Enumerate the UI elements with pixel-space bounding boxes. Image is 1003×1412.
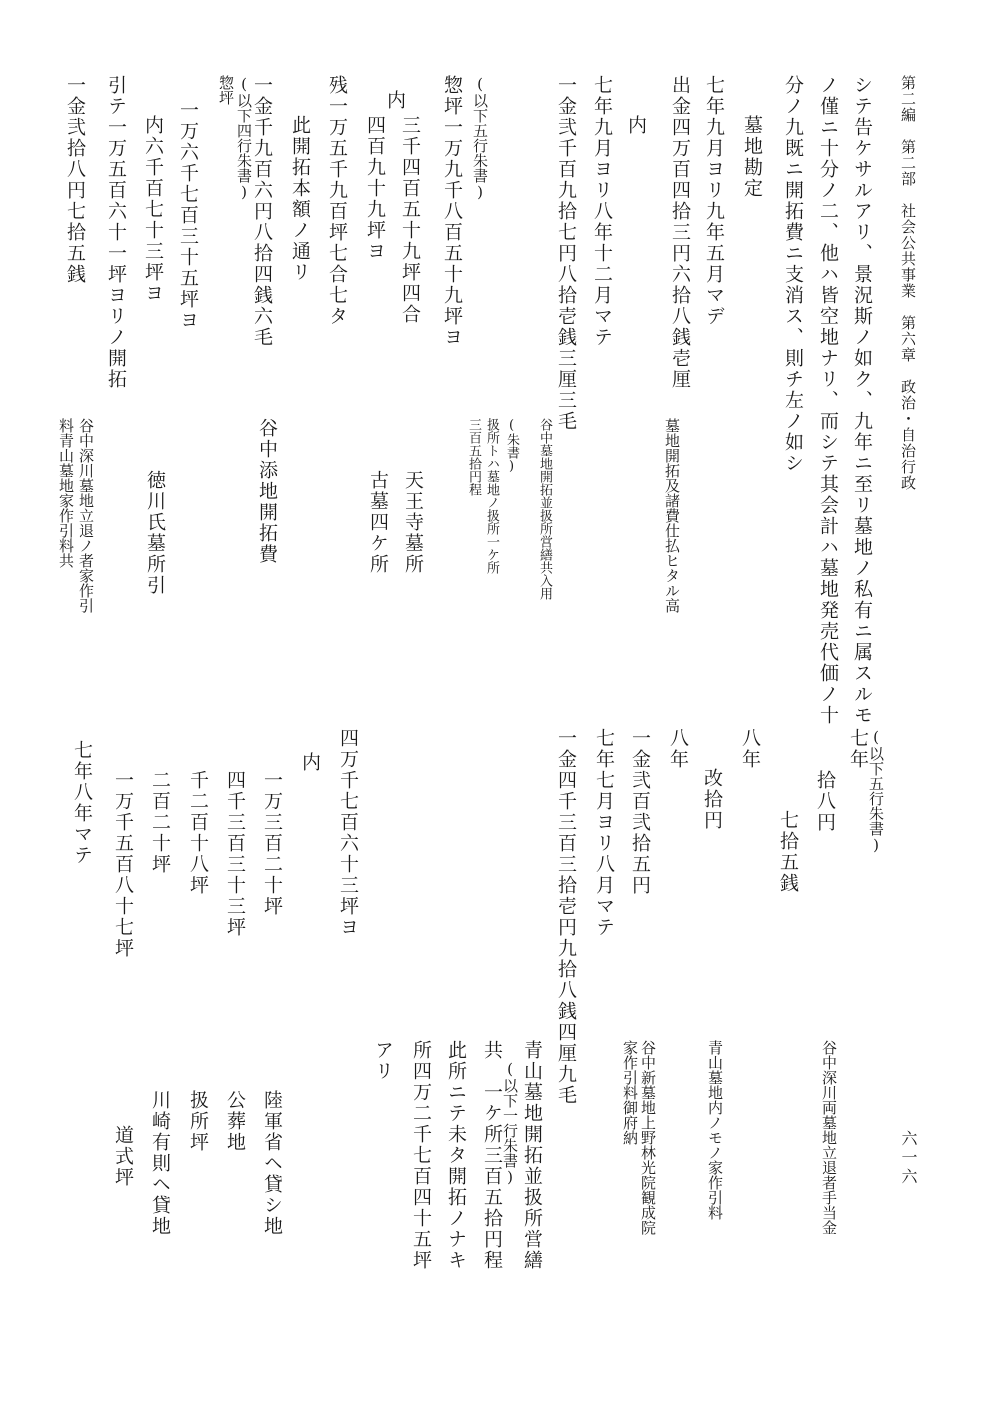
note: 公葬地 xyxy=(224,1090,246,1153)
note: 扱所トハ墓地ノ扱所一ケ所 xyxy=(484,418,499,574)
text-line: 七拾五銭 xyxy=(777,810,799,894)
text-line: 残一万五千九百坪七合七タ xyxy=(326,75,348,327)
text-line: 内 xyxy=(384,90,406,111)
note: 谷中深川両墓地立退者手当金 xyxy=(820,1040,838,1235)
text-line: 四千三百三十三坪 xyxy=(224,770,246,938)
note: 家作引料御府納 xyxy=(621,1040,639,1145)
text-line: 七年九月ヨリ九年五月マデ xyxy=(703,75,725,327)
note: 料青山墓地家作引料共 xyxy=(57,418,75,568)
text-line: 三千四百五十九坪四合 xyxy=(399,115,421,325)
text-line: 出金四万百四拾三円六拾八銭壱厘 xyxy=(669,75,691,390)
note: 谷中墓地開拓並扱所営繕共入用 xyxy=(537,418,552,600)
text-line: 一万千五百八十七坪 xyxy=(112,770,134,959)
text-line: 内 xyxy=(625,115,647,136)
note: アリ xyxy=(372,1040,394,1082)
text-line: 七年九月ヨリ八年十二月マテ xyxy=(591,75,613,348)
text-line: 内 xyxy=(299,752,321,773)
note: 三百五拾円程 xyxy=(466,418,481,496)
text-line: 此開拓本額ノ通リ xyxy=(289,115,311,283)
text-line: 一金弐千百九拾七円八拾壱銭三厘三毛 xyxy=(555,75,577,432)
note: 共 一ケ所三百五拾円程 xyxy=(481,1040,503,1271)
text-line: 七年七月ヨリ八月マテ xyxy=(593,728,615,938)
note: 川崎有則ヘ貸地 xyxy=(149,1090,171,1237)
text-line: 四万千七百六十三坪ヨ xyxy=(337,728,359,938)
text-line: 分ノ九既ニ開拓費ニ支消ス、則チ左ノ如シ xyxy=(782,75,804,474)
text-line: 一金弐百弐拾五円 xyxy=(629,728,651,896)
text-line: 千二百十八坪 xyxy=(187,770,209,896)
text-line: 四百九十九坪ヨ xyxy=(364,115,386,262)
annotation: (以下五行朱書) xyxy=(471,75,489,201)
text-line: 引テ一万五百六十一坪ヨリノ開拓 xyxy=(105,75,127,390)
note: 墓地開拓及諸費仕払ヒタル高 xyxy=(663,418,681,613)
section-heading: 墓地勘定 xyxy=(741,115,763,199)
annotation: (以下五行朱書) xyxy=(867,728,885,854)
text-line: 一万六千七百三十五坪ヨ xyxy=(177,100,199,331)
text-line: 八年 xyxy=(739,728,761,770)
annotation: (以下四行朱書) xyxy=(235,75,253,201)
text-line: 一金弐拾八円七拾五銭 xyxy=(64,75,86,285)
note: 古墓四ケ所 xyxy=(367,470,389,575)
annotation: 惣坪 xyxy=(217,75,235,105)
text-line: 一金千九百六円八拾四銭六毛 xyxy=(251,75,273,348)
note: 陸軍省ヘ貸シ地 xyxy=(261,1090,283,1237)
text-line: 七年八年マテ xyxy=(71,740,93,866)
note: (朱書) xyxy=(504,418,519,474)
note: 谷中新墓地上野林光院観成院 xyxy=(639,1040,657,1235)
text-line: 七年 xyxy=(847,728,869,770)
note: 谷中添地開拓費 xyxy=(256,418,278,565)
text-line: 一万三百二十坪 xyxy=(261,770,283,917)
text-line: ノ僅ニ十分ノ二、他ハ皆空地ナリ、而シテ其会計ハ墓地発売代価ノ十 xyxy=(817,75,839,726)
note: 徳川氏墓所引 xyxy=(144,470,166,596)
note: (以下一行朱書) xyxy=(501,1060,519,1186)
note: 此所ニテ未タ開拓ノナキ xyxy=(445,1040,467,1271)
text-line: 八年 xyxy=(667,728,689,770)
text-line: 惣坪一万九千八百五十九坪ヨ xyxy=(441,75,463,348)
page-number: 六一六 xyxy=(899,1130,918,1187)
note: 扱所坪 xyxy=(187,1090,209,1153)
note: 青山墓地開拓並扱所営繕 xyxy=(521,1040,543,1271)
note: 天王寺墓所 xyxy=(402,470,424,575)
text-line: シテ告ケサルアリ、景況斯ノ如ク、九年ニ至リ墓地ノ私有ニ属スルモ xyxy=(851,75,873,726)
text-line: 二百二十坪 xyxy=(149,770,171,875)
text-line: 拾八円 xyxy=(814,770,836,833)
note: 青山墓地内ノモノ家作引料 xyxy=(706,1040,724,1220)
note: 谷中深川墓地立退ノ者家作引 xyxy=(77,418,95,613)
text-line: 改拾円 xyxy=(701,768,723,831)
running-head: 第二編 第二部 社会公共事業 第六章 政治・自治行政 xyxy=(899,75,917,491)
text-line: 内六千百七十三坪ヨ xyxy=(142,115,164,304)
text-line: 一金四千三百三拾壱円九拾八銭四厘九毛 xyxy=(555,728,577,1106)
note: 道式坪 xyxy=(112,1125,134,1188)
note: 所四万二千七百四十五坪 xyxy=(410,1040,432,1271)
